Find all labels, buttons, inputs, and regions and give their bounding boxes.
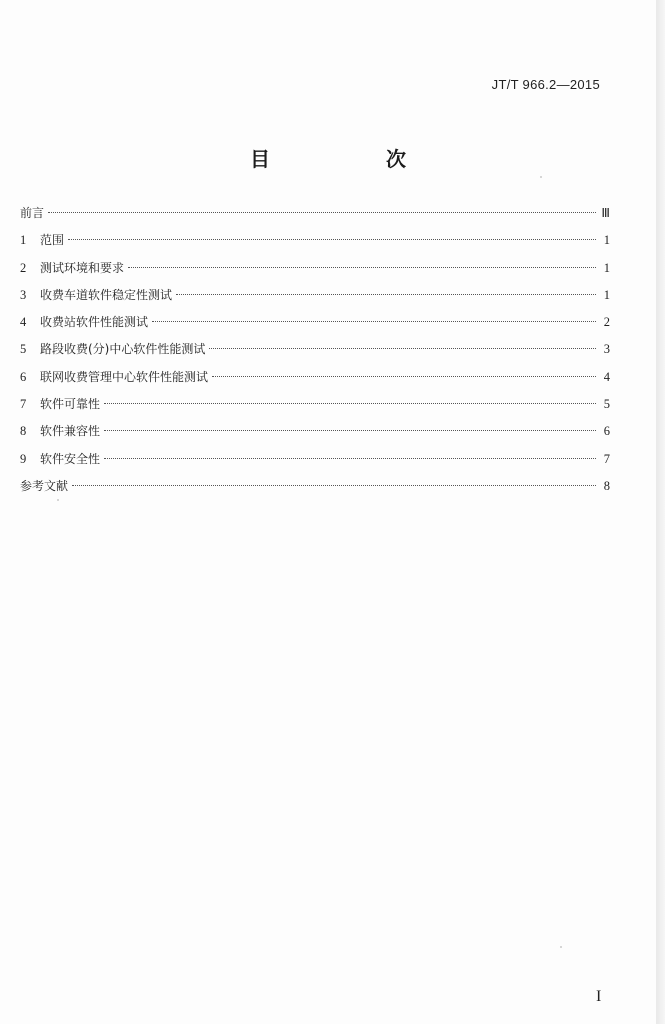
standard-code: JT/T 966.2—2015 (491, 77, 600, 92)
toc-entry-title: 软件可靠性 (40, 397, 101, 412)
toc-entry-number: 4 (20, 315, 27, 330)
toc-leader-dots (104, 430, 596, 431)
toc-entry-title: 联网收费管理中心软件性能测试 (40, 369, 209, 384)
toc-entry-page: 7 (603, 451, 610, 466)
toc-leader-dots (104, 403, 596, 404)
toc-entry-title: 测试环境和要求 (40, 260, 125, 275)
toc-entry-title: 软件安全性 (40, 451, 101, 466)
toc-entry-foreword[interactable] (20, 203, 610, 230)
toc-entry-1[interactable] (20, 230, 610, 257)
toc-entry-title: 收费车道软件稳定性测试 (40, 287, 173, 302)
toc-entry-page: 8 (603, 478, 610, 493)
toc-entry-number: 9 (20, 451, 27, 466)
scan-speck (560, 946, 562, 948)
toc-entry-title: 软件兼容性 (40, 424, 101, 439)
toc-entry-page: 2 (603, 315, 610, 330)
table-of-contents (20, 203, 610, 503)
toc-entry-number: 1 (20, 233, 27, 248)
toc-entry-title: 路段收费(分)中心软件性能测试 (40, 342, 206, 357)
toc-leader-dots (209, 348, 596, 349)
toc-entry-number: 7 (20, 397, 27, 412)
toc-entry-page: 1 (603, 260, 610, 275)
toc-entry-title: 前言 (20, 206, 45, 220)
toc-leader-dots (104, 458, 596, 459)
toc-entry-4[interactable] (20, 312, 610, 339)
scan-speck (540, 176, 542, 178)
toc-entry-page: Ⅲ (601, 206, 610, 220)
toc-entry-page: 4 (603, 369, 610, 384)
toc-entry-references[interactable] (20, 476, 610, 503)
toc-entry-page: 1 (603, 233, 610, 248)
toc-entry-number: 3 (20, 287, 27, 302)
page-number: I (596, 988, 602, 1005)
toc-entry-number: 6 (20, 369, 27, 384)
toc-entry-2[interactable] (20, 258, 610, 285)
toc-entry-page: 3 (603, 342, 610, 357)
toc-entry-8[interactable] (20, 421, 610, 448)
toc-entry-page: 6 (603, 424, 610, 439)
toc-entry-9[interactable] (20, 449, 610, 476)
toc-entry-number: 2 (20, 260, 27, 275)
toc-leader-dots (128, 267, 596, 268)
toc-entry-3[interactable] (20, 285, 610, 312)
toc-leader-dots (48, 212, 596, 213)
toc-leader-dots (68, 239, 596, 240)
toc-leader-dots (212, 376, 596, 377)
page-edge-shadow (656, 0, 665, 1024)
toc-entry-title: 参考文献 (20, 478, 69, 493)
toc-entry-number: 5 (20, 342, 27, 357)
toc-entry-page: 1 (603, 287, 610, 302)
toc-entry-page: 5 (603, 397, 610, 412)
toc-entry-number: 8 (20, 424, 27, 439)
toc-title: 目 次 (250, 147, 454, 171)
toc-leader-dots (176, 294, 596, 295)
toc-entry-title: 收费站软件性能测试 (40, 315, 149, 330)
toc-leader-dots (152, 321, 596, 322)
toc-entry-6[interactable] (20, 367, 610, 394)
toc-leader-dots (72, 485, 596, 486)
toc-entry-7[interactable] (20, 394, 610, 421)
scan-speck (57, 499, 59, 501)
toc-entry-5[interactable] (20, 339, 610, 366)
toc-entry-title: 范围 (40, 233, 65, 248)
